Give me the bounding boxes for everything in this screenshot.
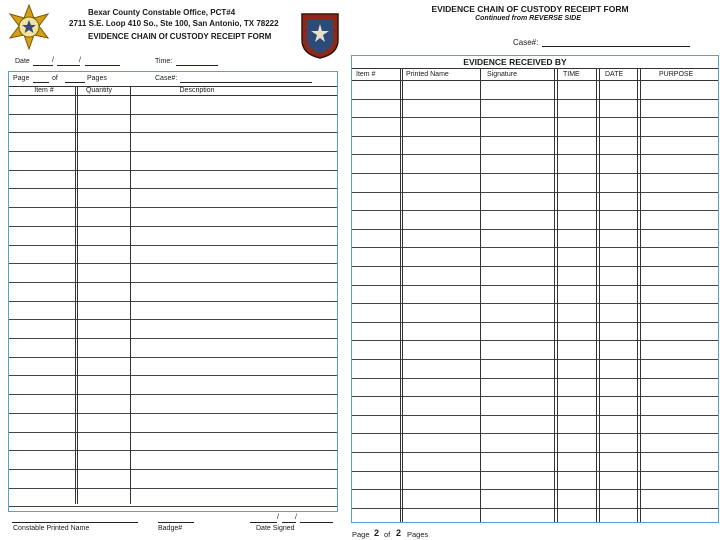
table-column-line (130, 86, 131, 504)
col-r-item: Item # (356, 71, 376, 78)
office-address: 2711 S.E. Loop 410 So., Ste 100, San Antonio, TX 78222 (69, 19, 279, 28)
table-row-line (352, 359, 718, 360)
table-row-line (9, 263, 337, 264)
table-row-line (352, 192, 718, 193)
col-r-time: TIME (563, 71, 580, 78)
table-row-line (352, 322, 718, 323)
table-column-line (599, 68, 600, 522)
table-row-line (9, 319, 337, 320)
case-label-right: Case#: (513, 38, 539, 47)
table-row-line (9, 245, 337, 246)
pages-label: Pages (87, 75, 107, 82)
table-column-line (400, 68, 401, 522)
table-row-line (9, 114, 337, 115)
table-row-line (9, 207, 337, 208)
table-row-line (352, 229, 718, 230)
form-title: EVIDENCE CHAIN Of CUSTODY RECEIPT FORM (88, 32, 272, 41)
table-row-line (9, 469, 337, 470)
page-current: 2 (374, 528, 380, 538)
page-footer-label: Page (352, 530, 370, 539)
table-column-line (554, 68, 555, 522)
table-row-line (9, 151, 337, 152)
page-label: Page (13, 75, 30, 82)
badge-label: Badge# (158, 525, 183, 532)
table-header-line (352, 80, 718, 81)
col-r-purpose: PURPOSE (659, 71, 694, 78)
table-column-line (402, 68, 403, 522)
table-row-line (9, 375, 337, 376)
table-row-line (352, 415, 718, 416)
table-row-line (352, 508, 718, 509)
table-row-line (9, 338, 337, 339)
table-row-line (352, 285, 718, 286)
right-subtitle: Continued from REVERSE SIDE (475, 15, 581, 22)
col-quantity: Quantity (85, 87, 113, 94)
table-row-line (9, 432, 337, 433)
table-row-line (352, 378, 718, 379)
right-form-title: EVIDENCE CHAIN OF CUSTODY RECEIPT FORM (431, 4, 629, 14)
case-label-left: Case#: (155, 75, 178, 82)
table-column-line (75, 86, 76, 504)
table-row-line (352, 433, 718, 434)
table-row-line (352, 489, 718, 490)
table-row-line (352, 452, 718, 453)
table-row-line (352, 173, 718, 174)
table-column-line (480, 68, 481, 522)
evidence-received-by-title: EVIDENCE RECEIVED BY (463, 57, 567, 67)
col-r-printed-name: Printed Name (406, 71, 449, 78)
table-row-line (352, 303, 718, 304)
table-row-line (9, 450, 337, 451)
table-row-line (9, 357, 337, 358)
table-row-line (9, 226, 337, 227)
table-row-line (352, 340, 718, 341)
table-row-line (352, 136, 718, 137)
table-row-line (9, 188, 337, 189)
office-name: Bexar County Constable Office, PCT#4 (88, 8, 236, 17)
table-row-line (9, 132, 337, 133)
table-row-line (352, 154, 718, 155)
col-item: Item # (34, 87, 54, 94)
table-row-line (352, 396, 718, 397)
table-column-line (557, 68, 558, 522)
left-form-frame (8, 71, 338, 512)
table-row-line (9, 170, 337, 171)
of-label: of (52, 75, 58, 82)
table-row-line (352, 471, 718, 472)
table-row-line (352, 266, 718, 267)
constable-printed-name-label: Constable Printed Name (13, 525, 90, 532)
table-row-line (352, 247, 718, 248)
col-r-signature: Signature (487, 71, 517, 78)
date-label: Date (15, 58, 30, 65)
table-row-line (352, 117, 718, 118)
table-row-line (9, 282, 337, 283)
table-row-line (9, 506, 337, 507)
table-column-line (596, 68, 597, 522)
constable-star-seal-icon (6, 4, 52, 50)
table-column-line (77, 86, 78, 504)
page-of: of (384, 530, 391, 539)
col-description: Description (179, 87, 215, 94)
table-row-line (9, 301, 337, 302)
constable-patch-icon (298, 10, 342, 60)
table-row-line (9, 394, 337, 395)
table-row-line (352, 210, 718, 211)
col-r-date: DATE (605, 71, 624, 78)
table-column-line (637, 68, 638, 522)
date-signed-label: Date Signed (256, 525, 295, 532)
table-row-line (9, 413, 337, 414)
page-pages: Pages (407, 530, 429, 539)
table-row-line (352, 99, 718, 100)
table-row-line (9, 488, 337, 489)
page-total: 2 (396, 528, 402, 538)
time-label: Time: (155, 58, 173, 65)
table-column-line (640, 68, 641, 522)
